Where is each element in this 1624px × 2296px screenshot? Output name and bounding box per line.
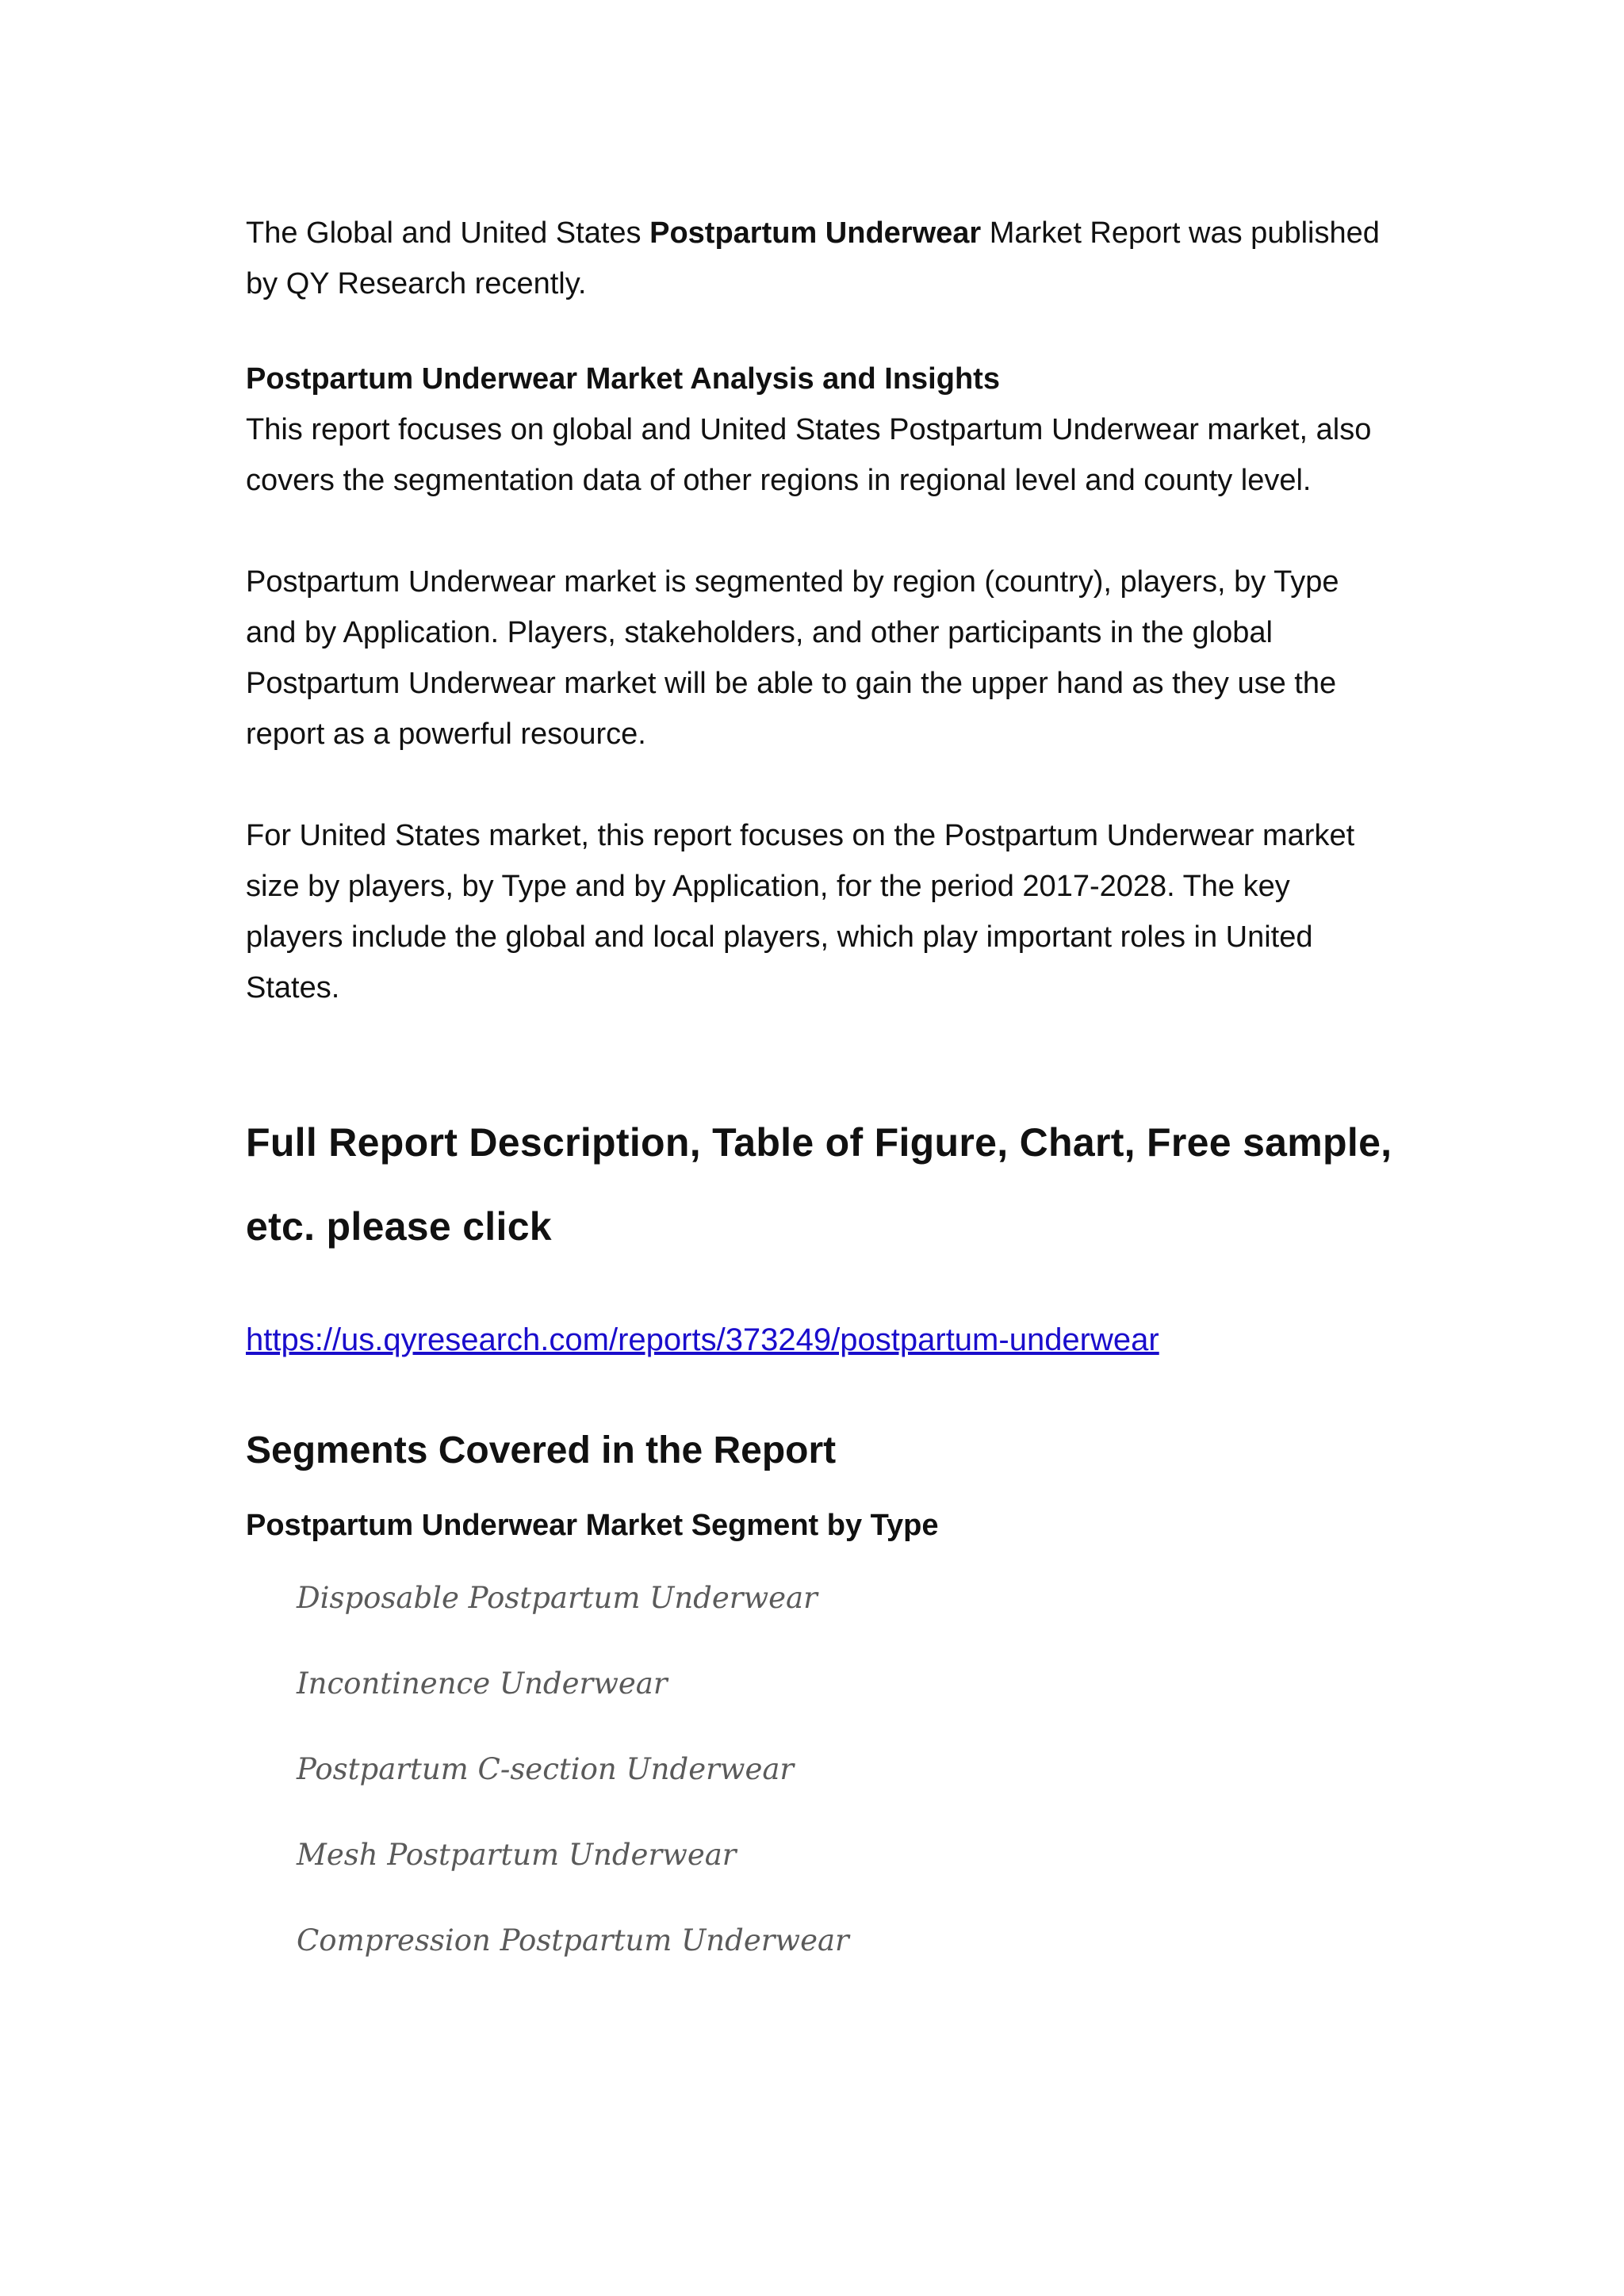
- intro-line2: by QY Research recently.: [246, 267, 587, 300]
- analysis-p3-line2: size by players, by Type and by Application, for the period 2017-2028. The key: [246, 870, 1290, 903]
- analysis-p1-line1: This report focuses on global and United States Postpartum Underwear market, also: [246, 413, 1372, 446]
- full-report-heading-line2: etc. please click: [246, 1204, 552, 1249]
- intro-prefix: The Global and United States: [246, 216, 650, 250]
- analysis-p2-line3: Postpartum Underwear market will be able to gain the upper hand as they use the: [246, 667, 1337, 700]
- analysis-p1-line2: covers the segmentation data of other regions in regional level and county level.: [246, 464, 1312, 497]
- list-item: Disposable Postpartum Underwear: [297, 1581, 818, 1615]
- analysis-paragraph-3: [246, 810, 1396, 1013]
- analysis-p2-line4: report as a powerful resource.: [246, 718, 646, 751]
- intro-paragraph: [246, 208, 1396, 309]
- list-item: Mesh Postpartum Underwear: [297, 1838, 737, 1872]
- document-page: [246, 208, 1396, 1984]
- intro-line1-rest: Market Report was published: [981, 216, 1380, 250]
- segment-type-list: [297, 1556, 1396, 1984]
- report-link-line: [246, 1314, 1396, 1365]
- segment-by-type-title: Postpartum Underwear Market Segment by Type: [246, 1509, 939, 1542]
- analysis-p2-line2: and by Application. Players, stakeholders, and other participants in the global: [246, 616, 1273, 649]
- list-item: Incontinence Underwear: [297, 1667, 668, 1701]
- list-item: Postpartum C-section Underwear: [297, 1752, 795, 1786]
- analysis-heading: Postpartum Underwear Market Analysis and Insights: [246, 362, 1000, 396]
- analysis-p3-line3: players include the global and local players, which play important roles in United: [246, 920, 1313, 954]
- analysis-p2-line1: Postpartum Underwear market is segmented by region (country), players, by Type: [246, 565, 1339, 599]
- full-report-heading-line1: Full Report Description, Table of Figure, Chart, Free sample,: [246, 1120, 1392, 1165]
- analysis-p3-line4: States.: [246, 971, 340, 1004]
- analysis-p3-line1: For United States market, this report focuses on the Postpartum Underwear market: [246, 819, 1355, 852]
- list-item: Compression Postpartum Underwear: [297, 1923, 849, 1957]
- full-report-heading: [246, 1100, 1396, 1269]
- segments-heading: Segments Covered in the Report: [246, 1429, 837, 1471]
- intro-product-name: Postpartum Underwear: [649, 216, 982, 250]
- report-link[interactable]: https://us.qyresearch.com/reports/373249/postpartum-underwear: [246, 1322, 1159, 1357]
- analysis-paragraph-2: [246, 557, 1396, 760]
- analysis-paragraph-1: [246, 404, 1396, 506]
